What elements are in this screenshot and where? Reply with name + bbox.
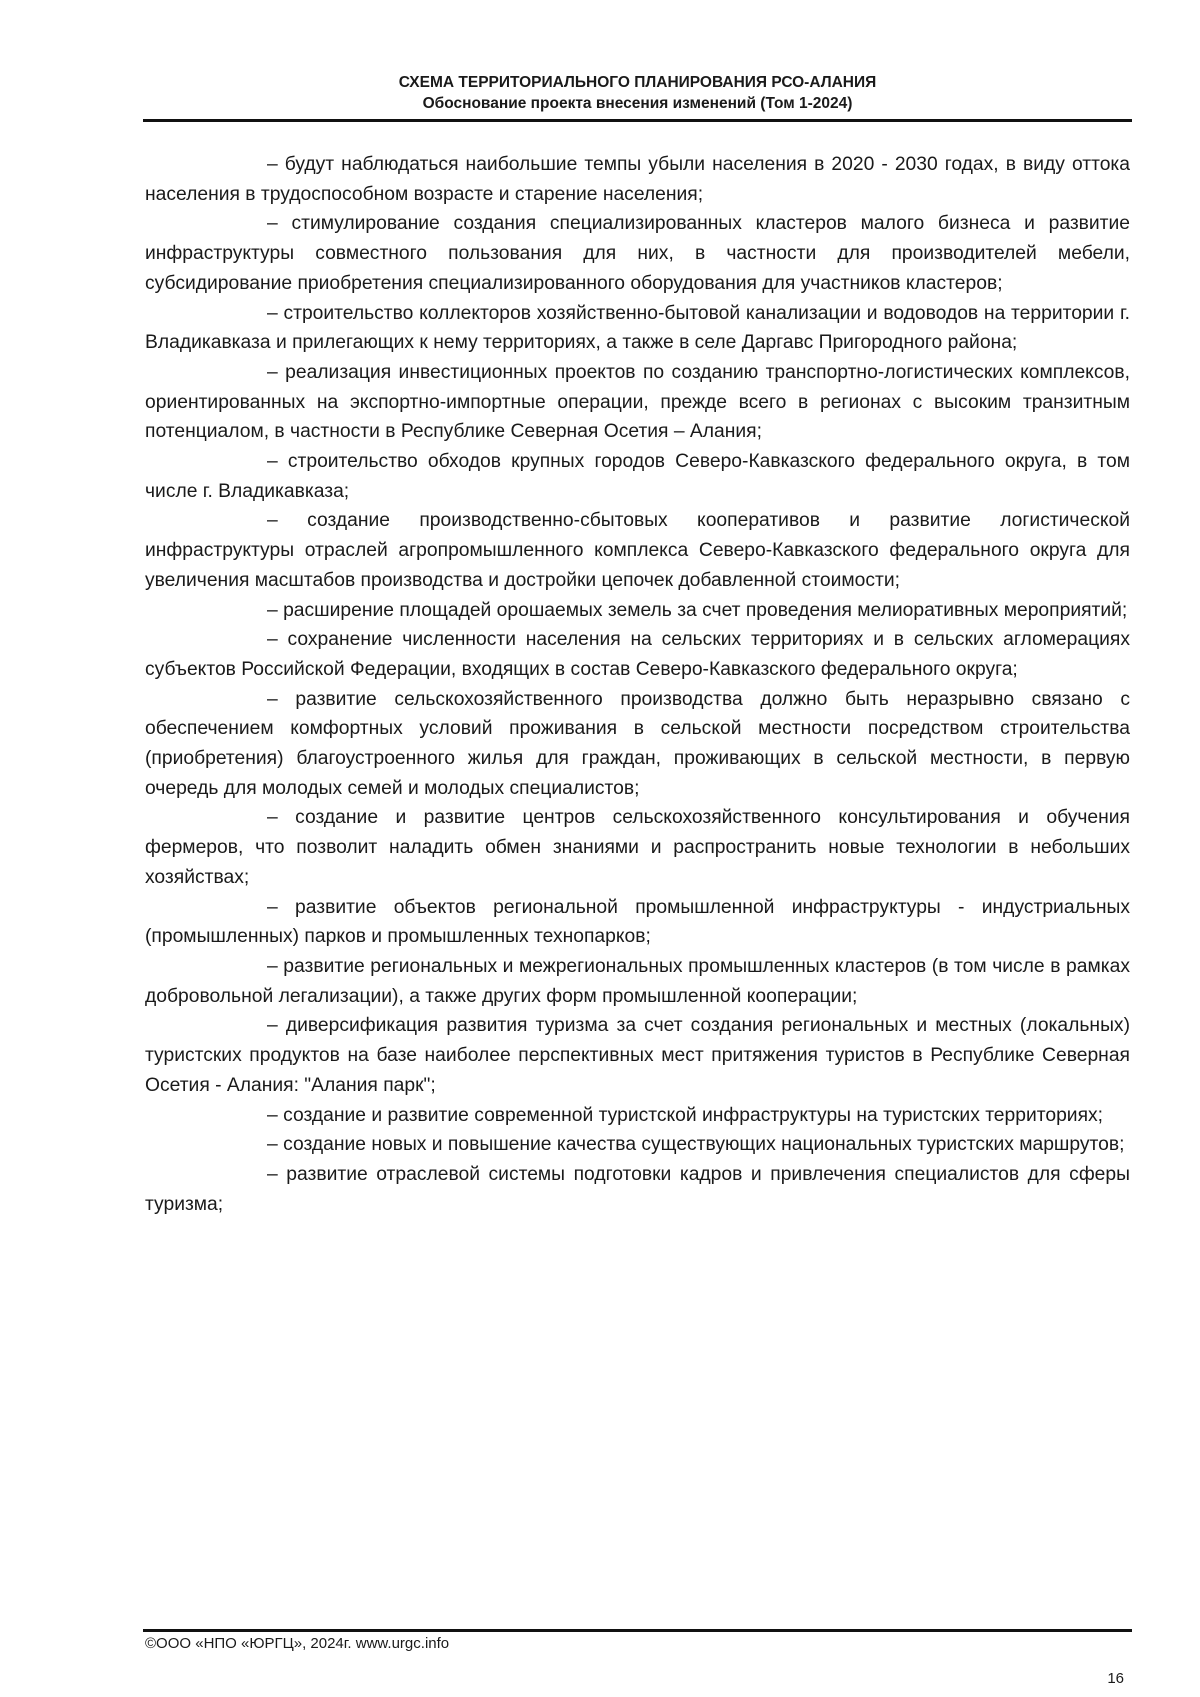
page-number: 16 bbox=[1107, 1670, 1124, 1687]
page-header bbox=[145, 72, 1130, 114]
list-item: – строительство коллекторов хозяйственно-бытовой канализации и водоводов на территории г. Владикавказа и прилегающих к нему территориях, а также в селе Даргавс Пригородного района; bbox=[145, 302, 1130, 354]
document-body bbox=[145, 150, 1130, 1219]
header-divider bbox=[143, 119, 1132, 122]
footer-divider bbox=[143, 1629, 1132, 1632]
list-item: – создание и развитие центров сельскохозяйственного консультирования и обучения фермеров, что позволит наладить обмен знаниями и распространить новые технологии в небольших хозяйствах; bbox=[145, 807, 1130, 888]
list-item: – развитие объектов региональной промышленной инфраструктуры - индустриальных (промышленных) парков и промышленных технопарков; bbox=[145, 896, 1130, 948]
list-item: – расширение площадей орошаемых земель за счет проведения мелиоративных мероприятий; bbox=[267, 599, 1128, 621]
list-item: – создание и развитие современной туристской инфраструктуры на туристских территориях; bbox=[267, 1104, 1104, 1126]
document-title: СХЕМА ТЕРРИТОРИАЛЬНОГО ПЛАНИРОВАНИЯ РСО-АЛАНИЯ bbox=[398, 74, 877, 91]
list-item: – строительство обходов крупных городов Северо-Кавказского федерального округа, в том числе г. Владикавказа; bbox=[145, 451, 1130, 502]
list-item: – развитие отраслевой системы подготовки кадров и привлечения специалистов для сферы туризма; bbox=[145, 1163, 1130, 1215]
document-subtitle: Обоснование проекта внесения изменений (Том 1-2024) bbox=[422, 95, 853, 112]
footer-copyright: ©ООО «НПО «ЮРГЦ», 2024г. www.urgc.info bbox=[145, 1635, 450, 1652]
list-item: – создание новых и повышение качества существующих национальных туристских маршрутов; bbox=[267, 1134, 1125, 1156]
list-item: – реализация инвестиционных проектов по созданию транспортно-логистических комплексов, ориентированных на экспортно-импортные операции, прежде всего в регионах с высоким транзитным потенциалом, в частности в Республике Северная Осетия – Алания; bbox=[145, 361, 1130, 443]
list-item: – развитие региональных и межрегиональных промышленных кластеров (в том числе в рамках добровольной легализации), а также других форм промышленной кооперации; bbox=[145, 955, 1130, 1007]
list-item: – развитие сельскохозяйственного производства должно быть неразрывно связано с обеспечением комфортных условий проживания в сельской местности посредством строительства (приобретения) благоустроенного жилья для граждан, проживающих в сельской местности, в первую очередь для молодых семей и молодых специалистов; bbox=[145, 688, 1130, 799]
list-item: – создание производственно-сбытовых кооперативов и развитие логистической инфраструктуры отраслей агропромышленного комплекса Северо-Кавказского федерального округа для увеличения масштабов производства и достройки цепочек добавленной стоимости; bbox=[145, 510, 1130, 591]
list-item: – диверсификация развития туризма за счет создания региональных и местных (локальных) туристских продуктов на базе наиболее перспективных мест притяжения туристов в Республике Северная Осетия - Алания: "Алания парк"; bbox=[145, 1015, 1130, 1096]
list-item: – стимулирование создания специализированных кластеров малого бизнеса и развитие инфраструктуры совместного пользования для них, в частности для производителей мебели, субсидирование приобретения специализированного оборудования для участников кластеров; bbox=[145, 213, 1130, 294]
list-item: – будут наблюдаться наибольшие темпы убыли населения в 2020 - 2030 годах, в виду оттока населения в трудоспособном возрасте и старение населения; bbox=[145, 154, 1130, 205]
list-item: – сохранение численности населения на сельских территориях и в сельских агломерациях субъектов Российской Федерации, входящих в состав Северо-Кавказского федерального округа; bbox=[145, 629, 1130, 680]
